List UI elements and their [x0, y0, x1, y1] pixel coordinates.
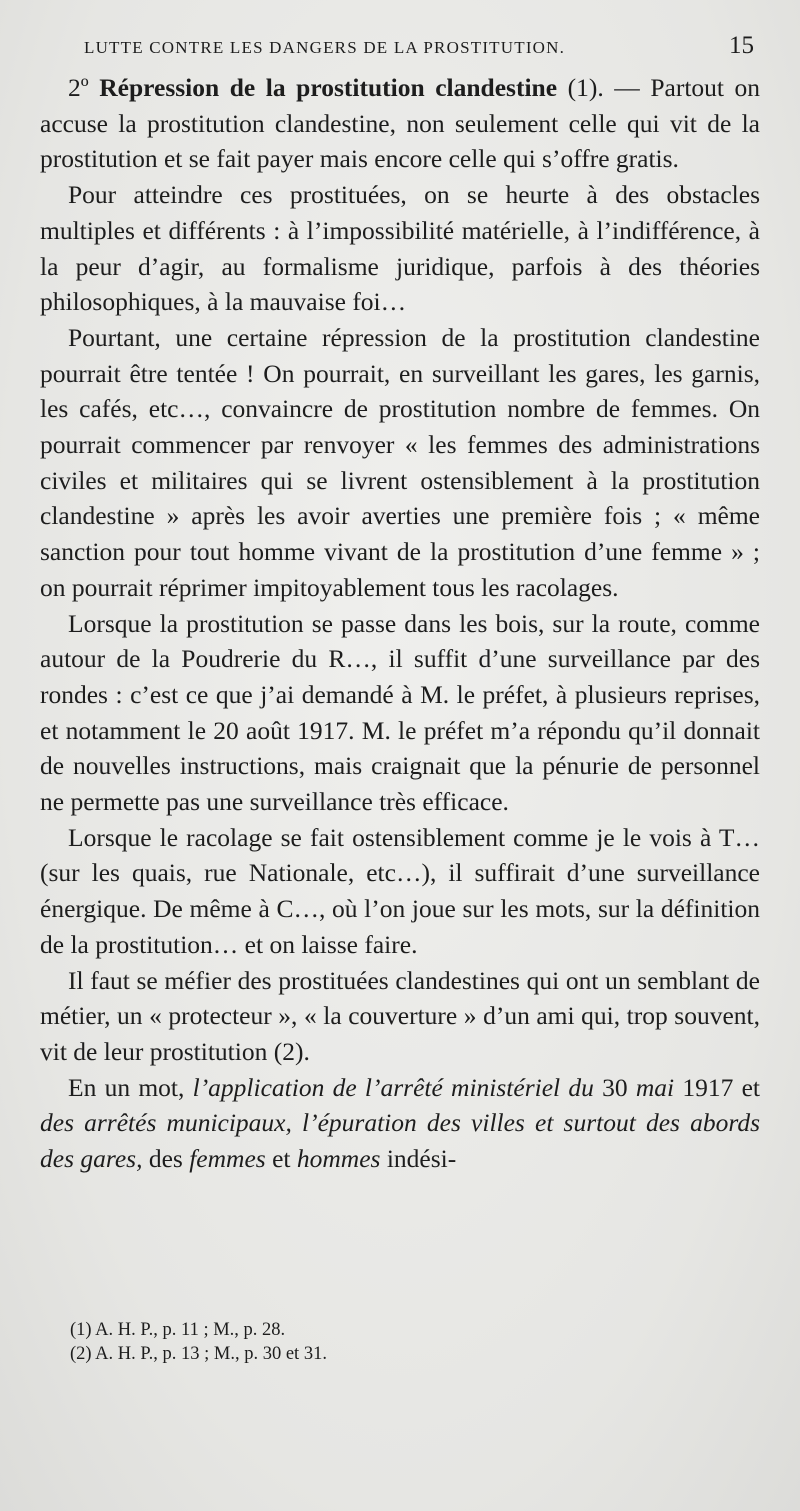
paragraph-1: Partout on accuse la prostitution clandestine, non seulement celle qui vit de la prostitution et se fait payer mais encore celle qui s’offre gratis. [40, 73, 761, 174]
section-number: 2º [68, 73, 89, 102]
section-heading: Répression de la prostitution clandestine [99, 73, 558, 102]
body-text [40, 70, 760, 1177]
paragraph-2: Pour atteindre ces prostituées, on se heurte à des obstacles multiples et différents : à l’impossibilité matérielle, à l’indifférence, à la peur d’agir, au formalisme juridique, parfois à des théories philosophiques, à la mauvaise foi… [40, 180, 760, 317]
p7-text-6: indési- [380, 1144, 457, 1174]
page-number: 15 [729, 32, 754, 59]
paragraph-3: Pourtant, une certaine répression de la prostitution clandestine pourrait être tentée ! On pourrait, en surveillant les gares, les garnis, les cafés, etc…, convaincre de prostitution nombre de femmes. On pourrait commencer par renvoyer « les femmes des administrations civiles et militaires qui se livrent ostensiblement à la prostitution clandestine » après les avoir averties une première fois ; « même sanction pour tout homme vivant de la prostitution d’une femme » ; on pourrait réprimer impitoyablement tous les racolages. [40, 322, 760, 602]
paragraph-4: Lorsque la prostitution se passe dans les bois, sur la route, comme autour de la Poudrerie du R…, il suffit d’une surveillance par des rondes : c’est ce que j’ai demandé à M. le préfet, à plusieurs reprises, et notamment le 20 août 1917. M. le préfet m’a répondu qu’il donnait de nouvelles instructions, mais craignait que la pénurie de personnel ne permette pas une surveillance très efficace. [40, 608, 760, 817]
paragraph-5: Lorsque le racolage se fait ostensiblement comme je le vois à T… (sur les quais, rue Nationale, etc…), il suffirait d’une surveillance énergique. De même à C…, où l’on joue sur les mots, sur la définition de la prostitution… et on laisse faire. [40, 822, 760, 959]
footnote-1: (1) A. H. P., p. 11 ; M., p. 28. [70, 1320, 286, 1340]
p7-text-4: des [142, 1144, 190, 1174]
paragraph-6: Il faut se méfier des prostituées clandestines qui ont un semblant de métier, un « protecteur », « la couverture » d’un ami qui, trop souvent, vit de leur prostitution (2). [40, 965, 760, 1066]
p7-text-2: 30 [593, 1072, 636, 1102]
p7-text-5: et [265, 1144, 297, 1174]
p7-text-1: En un mot, [68, 1072, 193, 1102]
p7-italic-3: des arrêtés municipaux, l’épuration des villes et surtout des abords des gares, [40, 1108, 760, 1174]
paragraph-7 [40, 1070, 760, 1177]
running-head-title: LUTTE CONTRE LES DANGERS DE LA PROSTITUTION. [84, 38, 566, 57]
p7-italic-2: mai [635, 1072, 675, 1102]
footnotes [70, 1318, 760, 1366]
section-paragraph [40, 70, 760, 177]
p7-italic-1: l’application de l’arrêté ministériel du [192, 1072, 594, 1102]
p7-italic-5: hommes [296, 1144, 381, 1174]
section-ref: (1). — [567, 73, 640, 102]
running-head [84, 34, 754, 62]
footnote-2: (2) A. H. P., p. 13 ; M., p. 30 et 31. [70, 1344, 327, 1364]
p7-text-3: 1917 et [674, 1072, 761, 1102]
p7-italic-4: femmes [189, 1144, 266, 1174]
